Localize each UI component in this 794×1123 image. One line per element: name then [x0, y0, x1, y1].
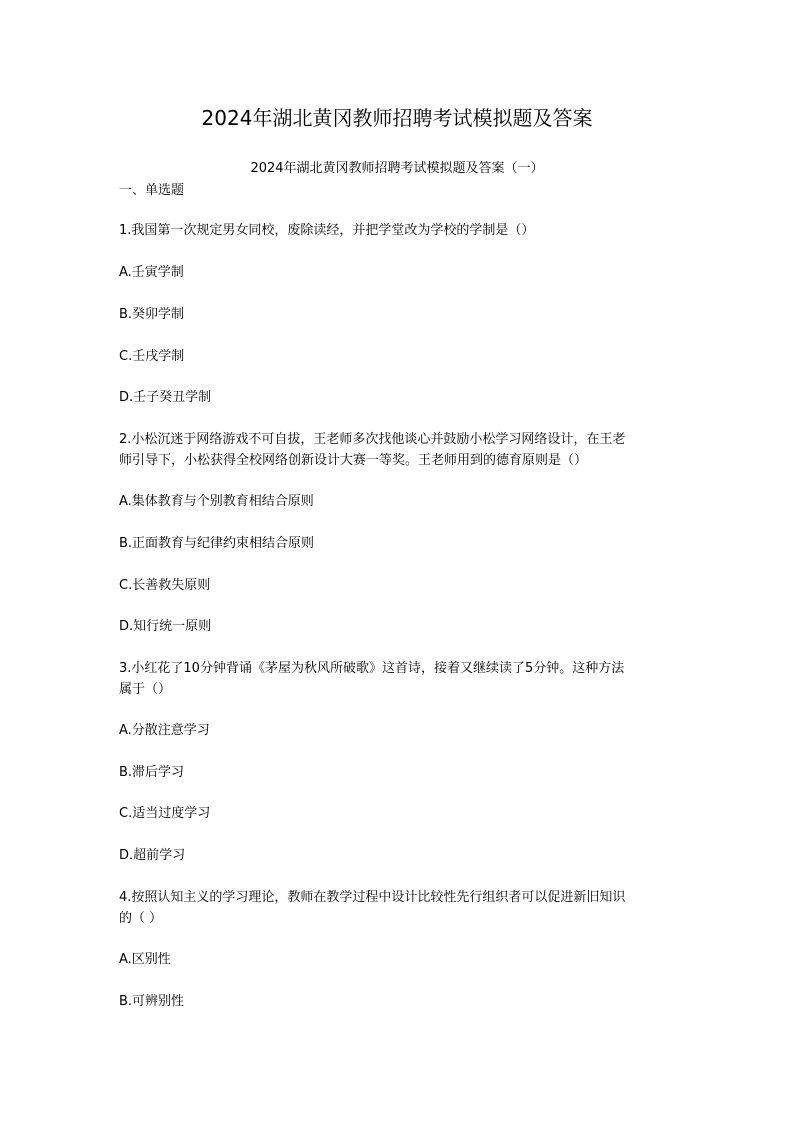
- question-4-option-a: A.区别性: [119, 952, 171, 967]
- question-1-option-c: C.壬戌学制: [119, 349, 185, 364]
- question-4-option-b: B.可辨别性: [119, 994, 185, 1009]
- question-2-option-b: B.正面教育与纪律约束相结合原则: [119, 536, 315, 551]
- question-2-option-c: C.长善救失原则: [119, 578, 211, 593]
- question-3-text-line-1: 3.小红花了10分钟背诵《茅屋为秋风所破歌》这首诗，接着又继续读了5分钟。这种方法: [119, 661, 625, 676]
- question-3-option-a: A.分散注意学习: [119, 723, 210, 738]
- question-1-option-d: D.壬子癸丑学制: [119, 390, 212, 405]
- question-2-text-line-2: 师引导下，小松获得全校网络创新设计大赛一等奖。王老师用到的德育原则是（）: [119, 453, 588, 468]
- question-2-option-a: A.集体教育与个别教育相结合原则: [119, 494, 314, 509]
- question-4-text-line-1: 4.按照认知主义的学习理论，教师在教学过程中设计比较性先行组织者可以促进新旧知识: [119, 890, 626, 905]
- question-3-option-c: C.适当过度学习: [119, 806, 211, 821]
- question-2-option-d: D.知行统一原则: [119, 619, 212, 634]
- question-1-option-a: A.壬寅学制: [119, 265, 184, 280]
- question-3-option-d: D.超前学习: [119, 848, 186, 863]
- question-2-text-line-1: 2.小松沉迷于网络游戏不可自拔，王老师多次找他谈心并鼓励小松学习网络设计，在王老: [119, 432, 626, 447]
- question-3-text-line-2: 属于（）: [119, 682, 172, 697]
- document-subtitle: 2024年湖北黄冈教师招聘考试模拟题及答案（一）: [250, 161, 544, 176]
- question-3-option-b: B.滞后学习: [119, 765, 185, 780]
- section-heading: 一、单选题: [119, 183, 185, 198]
- question-4-text-line-2: 的（ ）: [119, 911, 163, 926]
- document-title: 2024年湖北黄冈教师招聘考试模拟题及答案: [201, 106, 593, 130]
- question-1-option-b: B.癸卯学制: [119, 307, 185, 322]
- question-1-text: 1.我国第一次规定男女同校，废除读经，并把学堂改为学校的学制是（）: [119, 223, 535, 238]
